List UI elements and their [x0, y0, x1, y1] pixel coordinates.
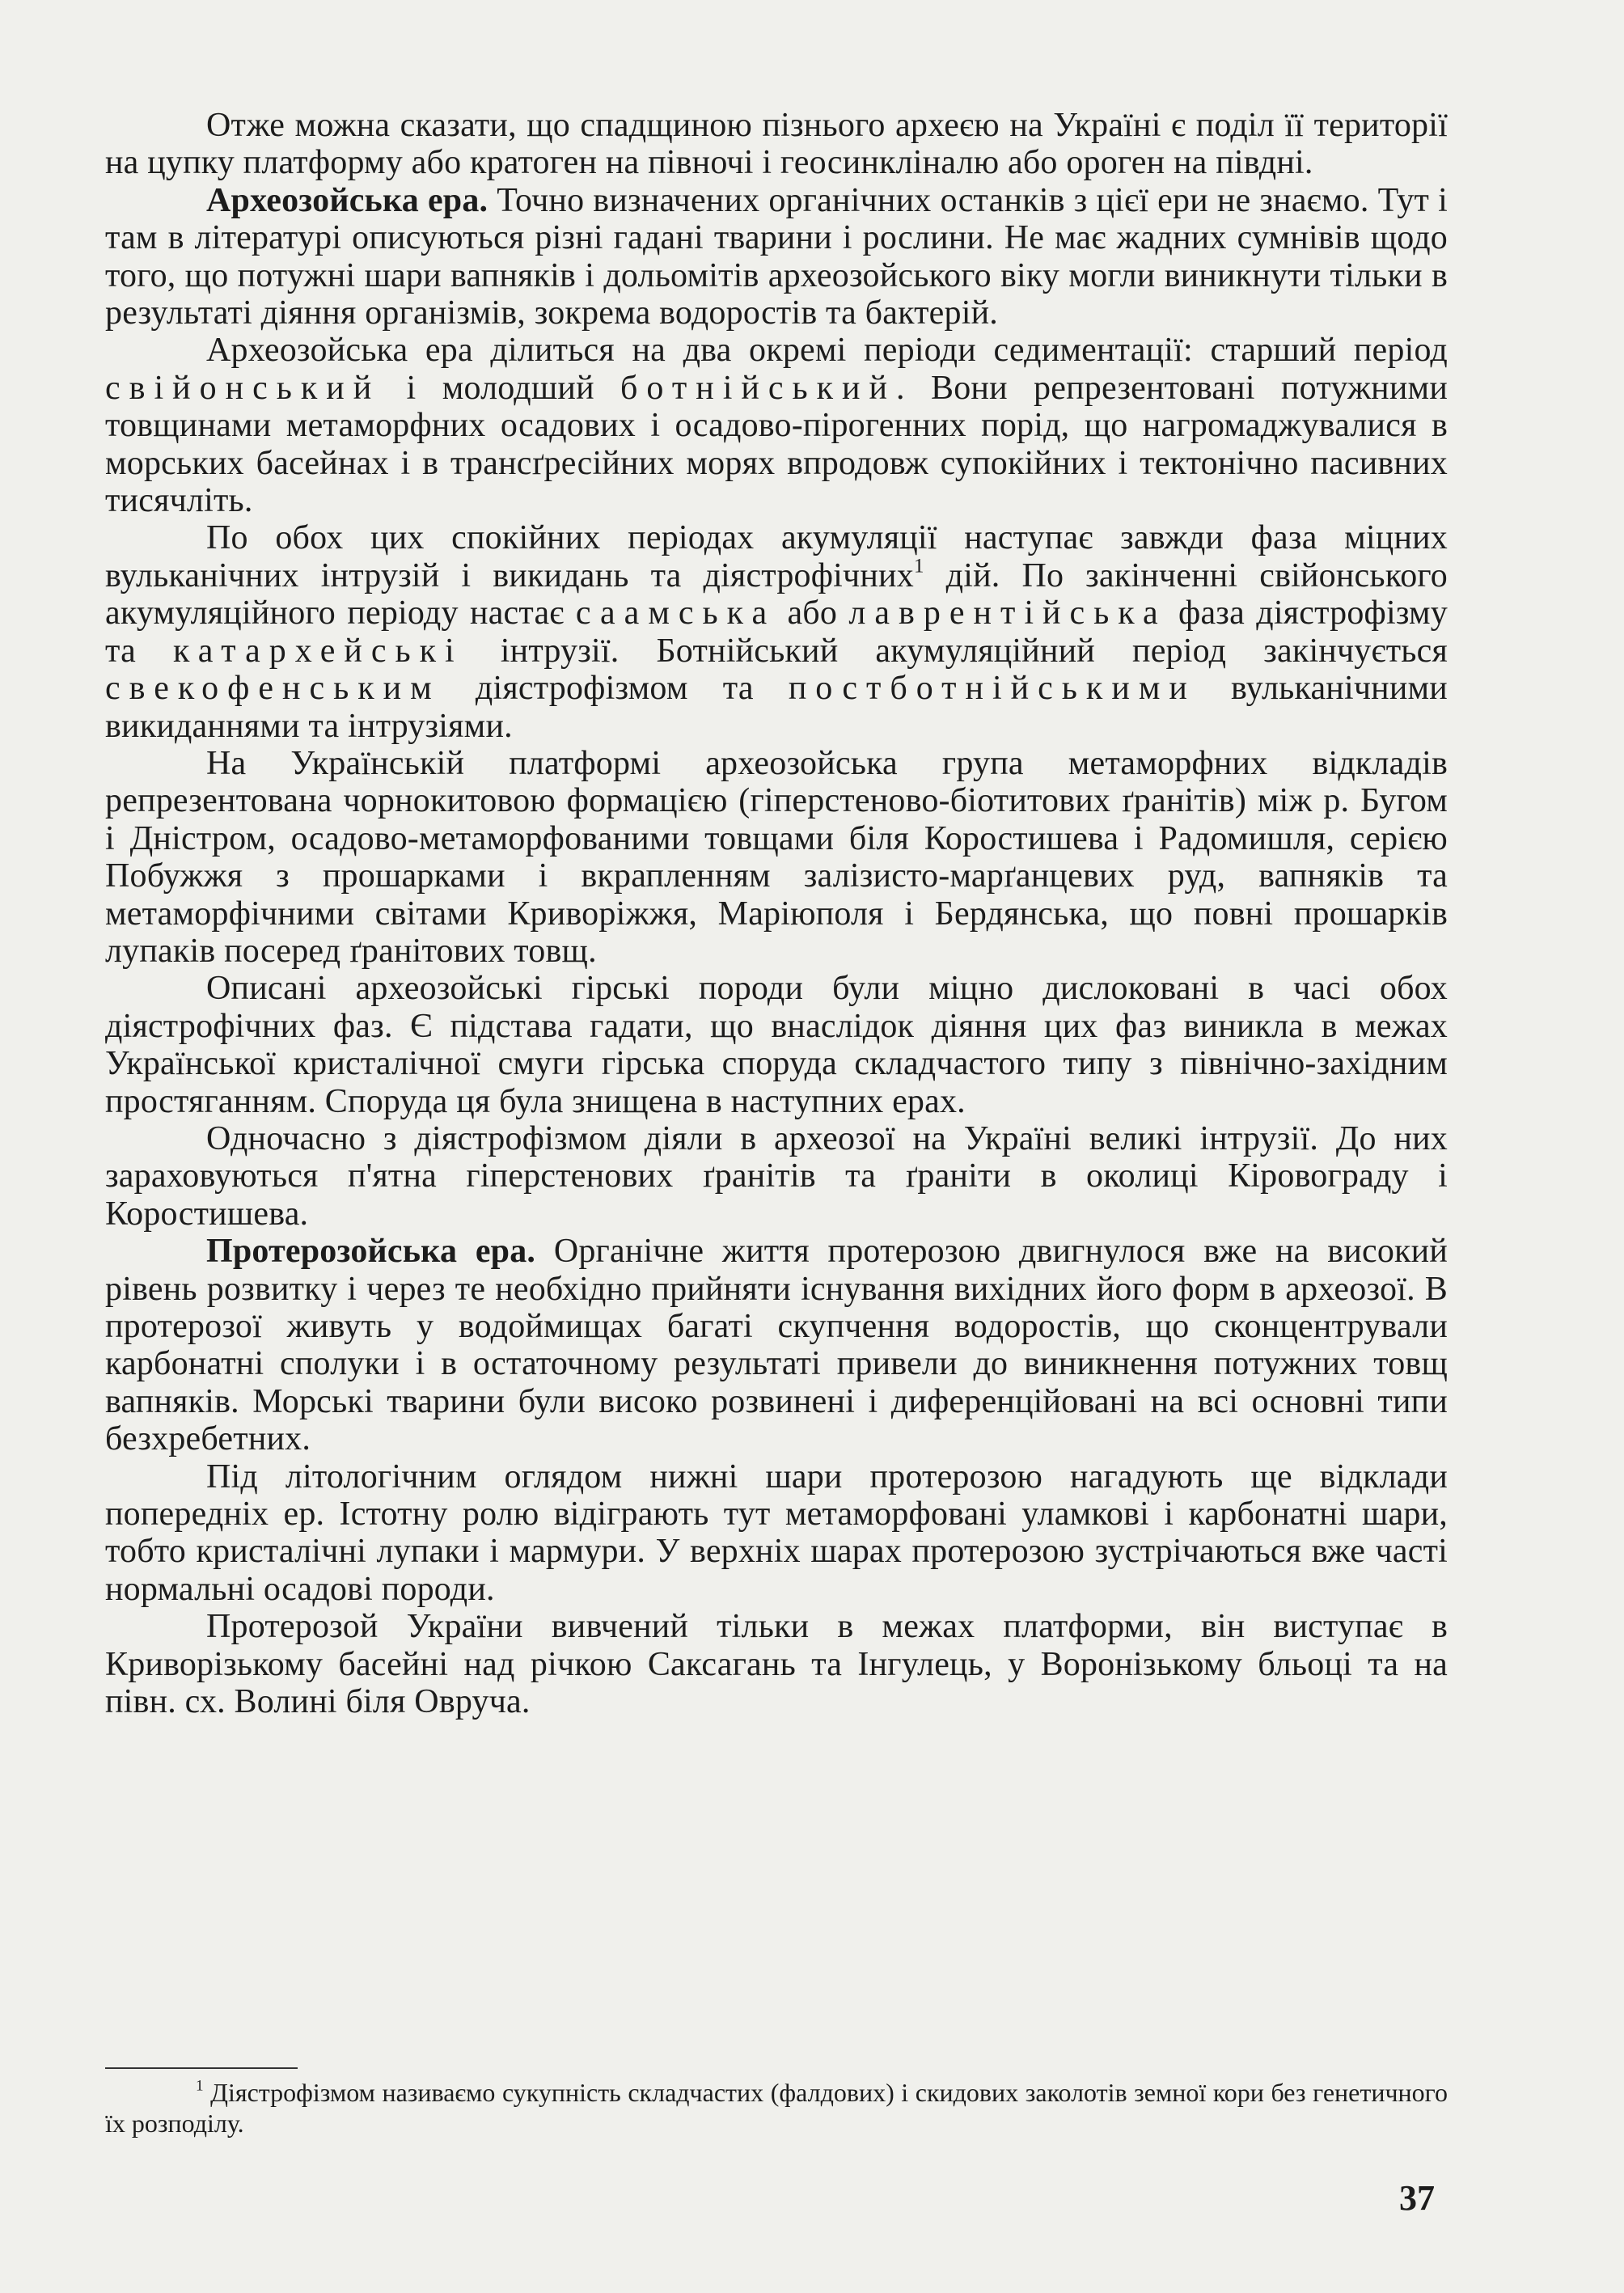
footnote-marker: 1 — [196, 2077, 204, 2095]
spaced-term: свекофенським — [105, 670, 441, 708]
spaced-term: постботнійськими — [788, 670, 1196, 708]
footnote — [105, 2077, 1448, 2139]
section-heading-archeozoic: Археозойська ера. — [206, 181, 488, 219]
footnote-reference: 1 — [913, 555, 924, 577]
paragraph-1: Отже можна сказати, що спадщиною пізнього археєю на Україні є поділ її території на цупку платформу або кратоген на півночі і геосинкліналю або ороген на півдні. — [105, 107, 1448, 182]
spaced-term: свійонський — [105, 369, 381, 407]
paragraph-5: На Українській платформі археозойська група метаморфних відкладів репрезентована чорнокитовою формацією (гіперстеново-біотитових ґранітів) між р. Бугом і Дністром, осадово-метаморфованими товщами біля Коростишева і Радомишля, серією Побужжя з прошарками і вкрапленням залізисто-марґанцевих руд, вапняків та метаморфічними світами Криворіжжя, Маріюполя і Бердянська, що повні прошарків лупаків посеред ґранітових товщ. — [105, 744, 1448, 970]
paragraph-9: Під літологічним оглядом нижні шари протерозою нагадують ще відклади попередніх ер. Істотну ролю відіграють тут метаморфовані уламкові і карбонатні шари, тобто кристалічні лупаки і мармури. У верхніх шарах протерозою зустрічаються вже часті нормальні осадові породи. — [105, 1457, 1448, 1608]
paragraph-10: Протерозой України вивчений тільки в межах платформи, він виступає в Криворізькому басейні над річкою Саксагань та Інгулець, у Воронізькому бльоці та на півн. сх. Волині біля Овруча. — [105, 1608, 1448, 1721]
section-heading-proterozoic: Протерозойська ера. — [206, 1233, 536, 1271]
paragraph-2: Археозойська ера. Точно визначених органічних останків з цієї ери не знаємо. Тут і там в літературі описуються різні гадані тварини і рослини. Не має жадних сумнівів щодо того, що потужні шари вапняків і дольомітів археозойського віку могли виникнути тільки в результаті діяння організмів, зокрема водоростів та бактерій. — [105, 181, 1448, 332]
paragraph-3: Археозойська ера ділиться на два окремі періоди седиментації: старший період свійонський і молодший ботнійський. Вони репрезентовані потужними товщинами метаморфних осадових і осадово-пірогенних порід, що нагромаджувалися в морських басейнах і в трансґресійних морях впродовж супокійних і тектонічно пасивних тисячліть. — [105, 332, 1448, 520]
footnote-divider — [105, 2067, 298, 2069]
paragraph-4: По обох цих спокійних періодах акумуляції наступає завжди фаза міцних вульканічних інтрузій і викидань та діястрофічних$^1$ дій. По закінченні свійонського акумуляційного періоду настає саамська або лаврентійська фаза діястрофізму та катархейські інтрузії. Ботнійський акумуляційний період закінчується свекофенським діястрофізмом та постботнійськими вульканічними викиданнями та інтрузіями. — [105, 519, 1448, 745]
spaced-term: катархейські — [172, 632, 463, 670]
page-number: 37 — [1399, 2178, 1435, 2218]
footnote-text: Діястрофізмом називаємо сукупність складчастих (фалдових) і скидових заколотів земної кори без генетичного їх розподілу. — [105, 2078, 1448, 2138]
spaced-term: лаврентійська — [848, 594, 1167, 632]
paragraph-7: Одночасно з діястрофізмом діяли в археозої на Україні великі інтрузії. До них зараховуються п'ятна гіперстенових ґранітів та ґраніти в околиці Кіровограду і Коростишева. — [105, 1119, 1448, 1233]
spaced-term: ботнійський — [620, 369, 896, 407]
spaced-term: саамська — [575, 594, 776, 632]
main-text — [105, 107, 1448, 1720]
paragraph-6: Описані археозойські гірські породи були міцно дислоковані в часі обох діястрофічних фаз. Є підстава гадати, що внаслідок діяння цих фаз виникла в межах Української кристалічної смуги гірська споруда складчастого типу з північно-західним простяганням. Споруда ця була знищена в наступних ерах. — [105, 970, 1448, 1120]
paragraph-8: Протерозойська ера. Органічне життя протерозою двигнулося вже на високий рівень розвитку і через те необхідно прийняти існування вихідних його форм в археозої. В протерозої живуть у водоймищах багаті скупчення водоростів, що сконцентрували карбонатні сполуки і в остаточному результаті привели до виникнення потужних товщ вапняків. Морські тварини були високо розвинені і диференційовані на всі основні типи безхребетних. — [105, 1233, 1448, 1458]
